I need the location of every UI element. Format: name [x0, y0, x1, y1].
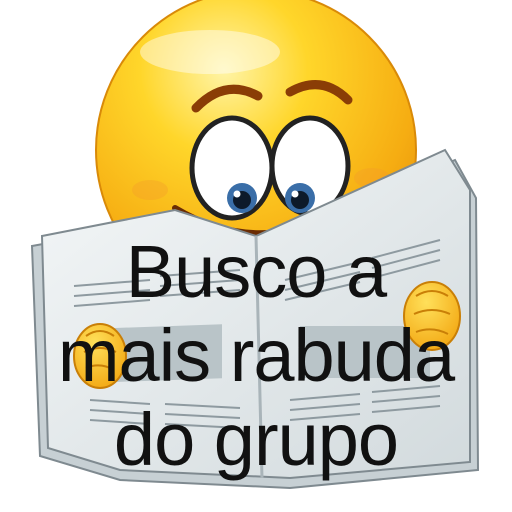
- meme-caption: [0, 230, 512, 482]
- caption-line-2: mais rabuda: [57, 314, 455, 397]
- caption-line-3: do grupo: [113, 398, 399, 481]
- caption-line-1: Busco a: [125, 230, 387, 313]
